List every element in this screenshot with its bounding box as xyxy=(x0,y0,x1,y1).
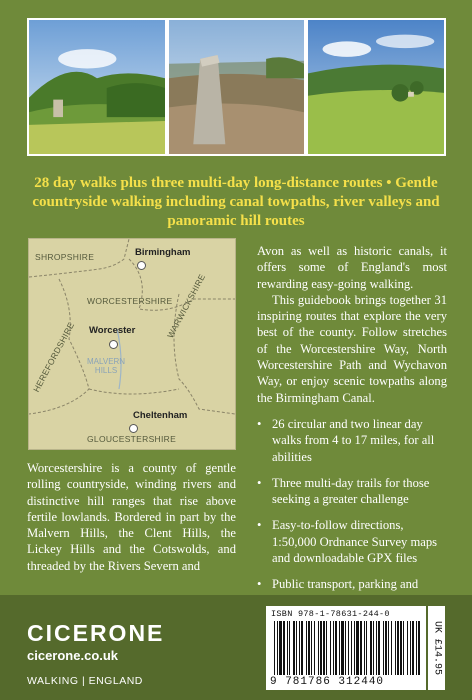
ean-number: 9 781786 312440 xyxy=(270,676,385,688)
town-worcester: Worcester xyxy=(89,325,136,336)
town-cheltenham: Cheltenham xyxy=(133,410,188,421)
malvern-hills-label xyxy=(87,357,125,375)
region-herefordshire: HEREFORDSHIRE xyxy=(31,320,77,394)
publisher-website[interactable]: cicerone.co.uk xyxy=(27,648,119,663)
publisher-logo: CICERONE xyxy=(27,620,165,646)
isbn-text: ISBN 978-1-78631-244-0 xyxy=(271,609,390,619)
guidebook-paragraph: This guidebook brings together 31 inspiring routes that explore the very best of the county. Follow stretches of the Worcestershire Way, North Worcestershire Path and Wychavon Way, or enjoy scenic towpaths along the Birmingham Canal. xyxy=(257,292,447,405)
list-item: • Public transport, parking and xyxy=(257,576,447,609)
region-shropshire: SHROPSHIRE xyxy=(35,252,95,262)
town-marker-birmingham xyxy=(137,261,146,270)
footer-band xyxy=(0,595,472,700)
photo-meadow xyxy=(306,18,446,156)
intro-continued: Avon as well as historic canals, it offers some of England's most rewarding easy-going walking. xyxy=(257,244,447,291)
hills-label-line1: MALVERN xyxy=(87,357,126,366)
town-birmingham: Birmingham xyxy=(135,247,191,258)
region-gloucestershire: GLOUCESTERSHIRE xyxy=(87,434,177,444)
intro-column xyxy=(27,460,236,574)
town-marker-cheltenham xyxy=(129,424,138,433)
intro-paragraph: Worcestershire is a county of gentle rolling countryside, winding rivers and distinctive hill ranges that rise above fertile lowlands. Bordered in part by the Malvern Hills, the Clent Hills, the Lickey Hills and the Cotswolds, and threaded by the Rivers Severn and xyxy=(27,461,236,573)
series-label: WALKING | ENGLAND xyxy=(27,675,143,687)
photo-hills-church xyxy=(27,18,167,156)
hills-label-line2: HILLS xyxy=(94,366,118,375)
list-item: • 26 circular and two linear day walks from 4 to 17 miles, for all abilities xyxy=(257,416,447,465)
region-worcestershire: WORCESTERSHIRE xyxy=(87,296,173,306)
tagline: 28 day walks plus three multi-day long-distance routes • Gentle countryside walking including canal towpaths, river valleys and panoramic hill routes xyxy=(32,175,440,229)
price-text: UK £14.95 xyxy=(431,620,442,676)
list-item: • Three multi-day trails for those seeking a greater challenge xyxy=(257,475,447,508)
description-column xyxy=(257,243,447,619)
feature-list xyxy=(257,416,447,609)
price-tag xyxy=(428,606,445,690)
region-warwickshire: WARWICKSHIRE xyxy=(165,272,208,340)
list-item: • Easy-to-follow directions, 1:50,000 Ordnance Survey maps and downloadable GPX files xyxy=(257,517,447,566)
county-map xyxy=(28,238,236,450)
town-marker-worcester xyxy=(109,340,118,349)
photo-trig-point xyxy=(167,18,306,156)
barcode-bars xyxy=(274,621,420,675)
barcode-panel xyxy=(266,606,426,690)
